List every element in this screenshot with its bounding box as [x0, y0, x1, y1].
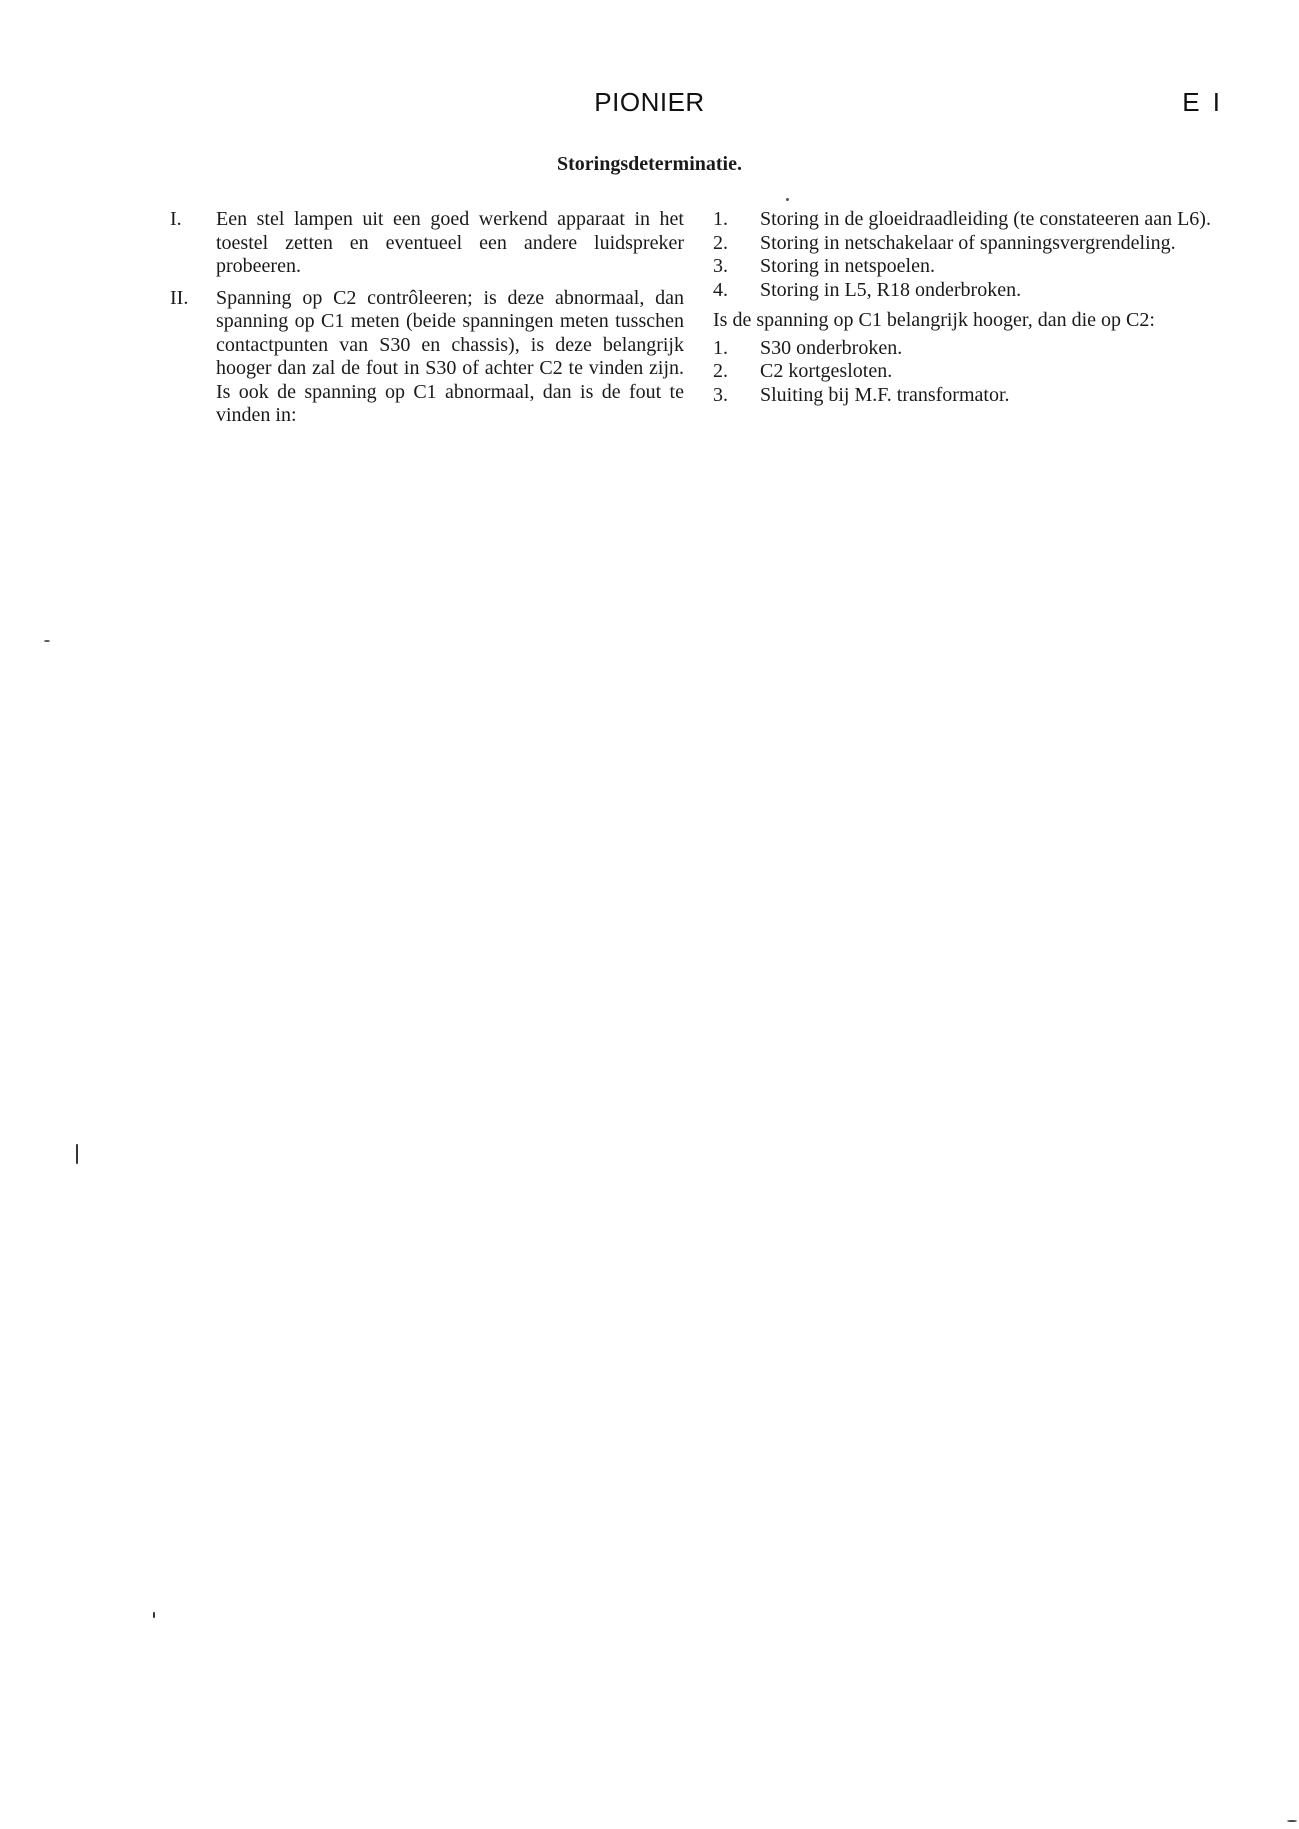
list-item — [713, 337, 1224, 361]
scan-speck — [1287, 1820, 1297, 1822]
scan-speck — [44, 640, 50, 642]
list-item — [713, 208, 1224, 232]
item-number: II. — [170, 286, 189, 309]
section-title: Storingsdeterminatie. — [557, 153, 742, 175]
item-text: Storing in netschakelaar of spanningsvergrendeling. — [760, 231, 1176, 254]
item-text: Storing in de gloeidraadleiding (te constateeren aan L6). — [760, 208, 1211, 230]
list-item — [170, 287, 684, 428]
list-item — [713, 232, 1224, 256]
page-code: E I — [1182, 87, 1223, 117]
item-text: S30 onderbroken. — [760, 336, 903, 359]
item-number: 2. — [713, 231, 728, 254]
scan-speck — [153, 1612, 155, 1618]
scan-speck — [786, 198, 789, 201]
list-item — [170, 208, 684, 279]
item-text: Spanning op C2 contrôleeren; is deze abnormaal, dan spanning op C1 meten (beide spanningen meten tusschen contactpunten van S30 en chassis), is deze belangrijk hooger dan zal de fout in S30 of achter C2 te vinden zijn. Is ook de spanning op C1 abnormaal, dan is de fout te vinden in: — [216, 286, 684, 426]
item-text: Een stel lampen uit een goed werkend apparaat in het toestel zetten en eventueel een andere luidspreker probeeren. — [216, 208, 684, 277]
item-text: Storing in netspoelen. — [760, 255, 935, 277]
scan-speck — [76, 1144, 78, 1164]
item-number: 3. — [713, 383, 728, 406]
paragraph: Is de spanning op C1 belangrijk hooger, dan die op C2: — [713, 309, 1155, 331]
item-text: Storing in L5, R18 onderbroken. — [760, 278, 1022, 301]
item-text: C2 kortgesloten. — [760, 360, 893, 382]
item-number: 2. — [713, 360, 728, 382]
left-column — [170, 208, 684, 436]
item-number: 4. — [713, 278, 728, 301]
list-item — [713, 360, 1224, 384]
right-column — [713, 208, 1224, 407]
list-item — [713, 279, 1224, 303]
item-text: Sluiting bij M.F. transformator. — [760, 383, 1010, 406]
list-item — [713, 255, 1224, 279]
item-number: 1. — [713, 336, 728, 359]
item-number: 3. — [713, 255, 728, 277]
list-item — [713, 384, 1224, 408]
item-number: 1. — [713, 208, 728, 230]
item-number: I. — [170, 208, 182, 230]
page-header-title: PIONIER — [594, 87, 705, 117]
